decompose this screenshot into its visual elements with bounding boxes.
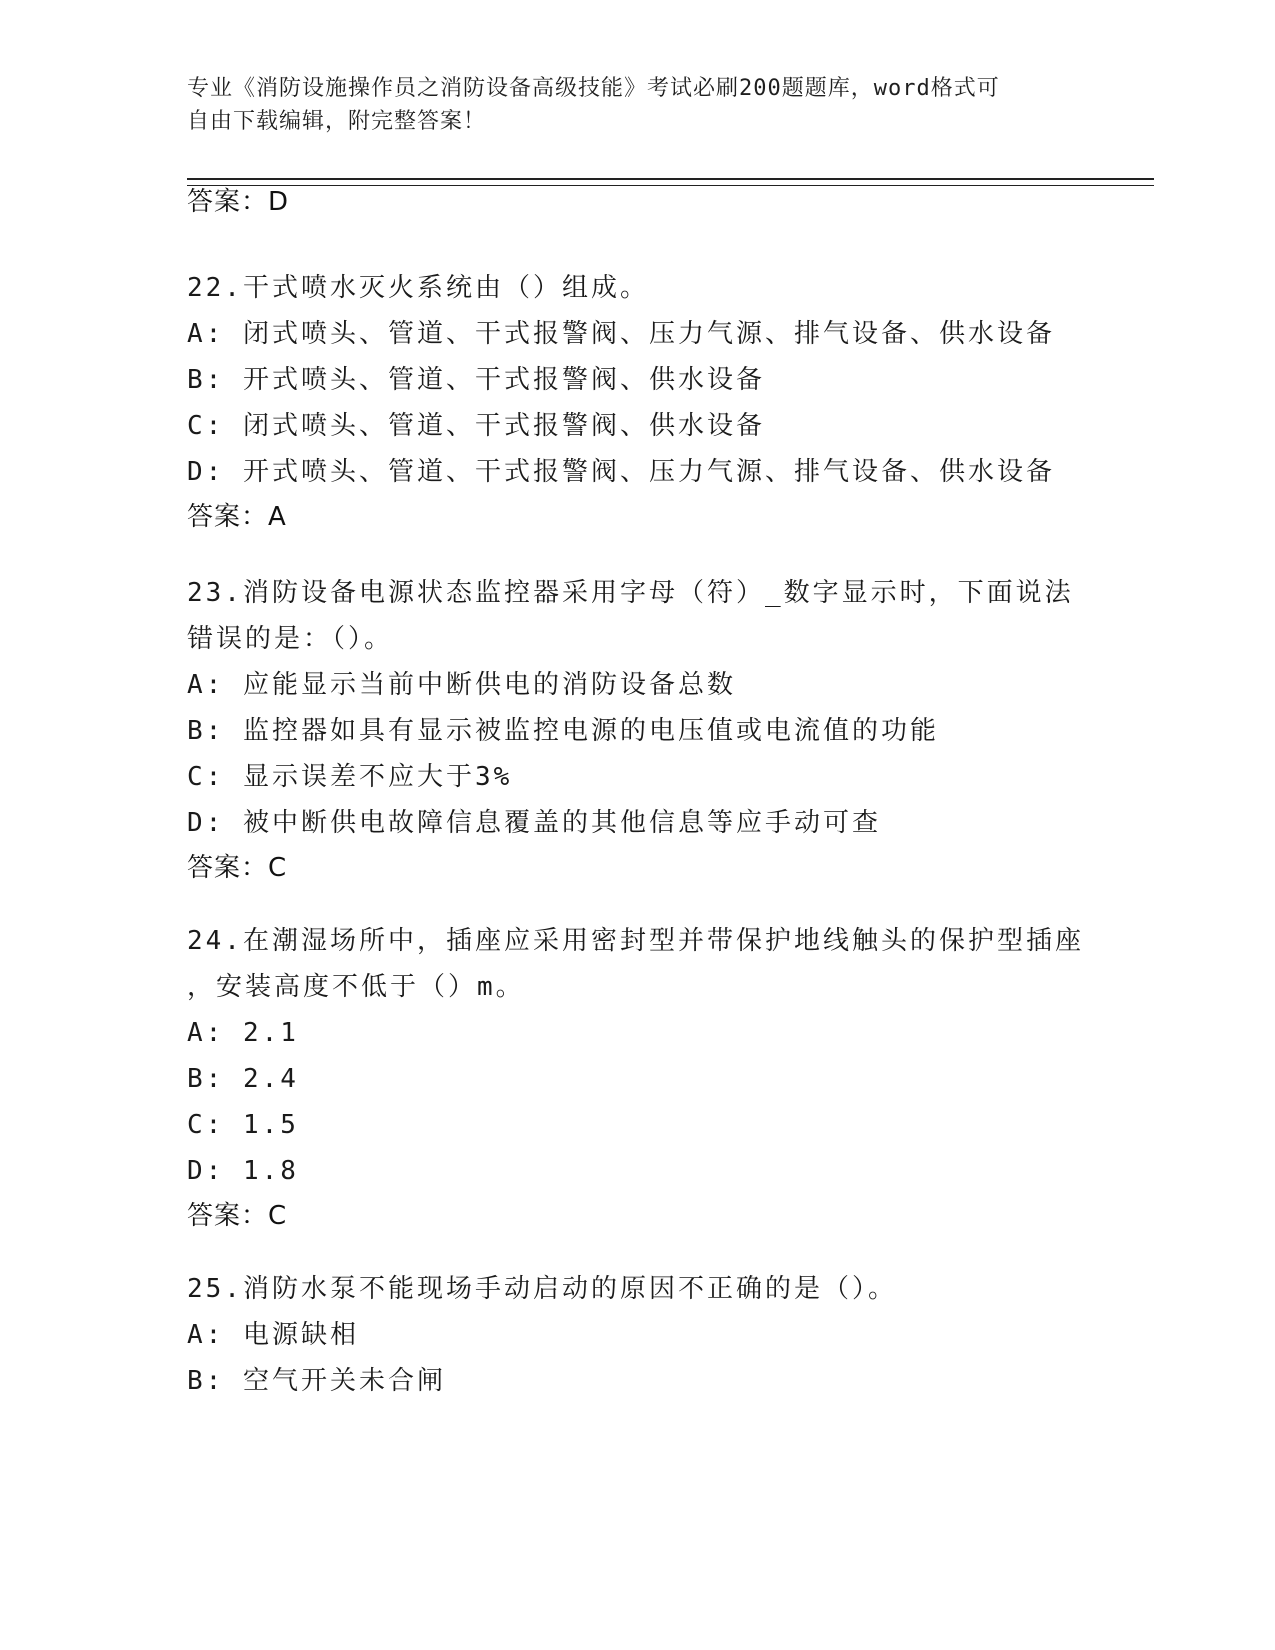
header-line-2: 自由下载编辑，附完整答案！ [187,109,487,134]
option-b: B: 空气开关未合闸 [187,1366,446,1396]
option-a: A: 电源缺相 [187,1320,359,1350]
question-stem-line-1: 23.消防设备电源状态监控器采用字母（符）_数字显示时，下面说法 [187,578,1074,608]
page-header [187,72,1067,138]
option-b: B: 监控器如具有显示被监控电源的电压值或电流值的功能 [187,716,939,746]
header-line-1: 专业《消防设施操作员之消防设备高级技能》考试必刷200题题库，word格式可 [187,76,1000,101]
option-c: C: 闭式喷头、管道、干式报警阀、供水设备 [187,411,765,441]
question-stem: 22.干式喷水灭火系统由（）组成。 [187,273,649,303]
question-24 [187,918,1087,1236]
previous-answer: 答案：D [187,187,290,217]
answer: 答案：C [187,1201,288,1231]
question-stem-line-1: 24.在潮湿场所中，插座应采用密封型并带保护地线触头的保护型插座 [187,926,1084,956]
option-d: D: 被中断供电故障信息覆盖的其他信息等应手动可查 [187,808,881,838]
option-d: D: 开式喷头、管道、干式报警阀、压力气源、排气设备、供水设备 [187,457,1055,487]
option-d: D: 1.8 [187,1156,299,1186]
answer: 答案：C [187,853,288,883]
option-a: A: 闭式喷头、管道、干式报警阀、压力气源、排气设备、供水设备 [187,319,1055,349]
question-stem-line-2: 错误的是：（）。 [187,624,394,654]
option-c: C: 显示误差不应大于3% [187,762,513,792]
question-23 [187,570,1087,888]
option-a: A: 2.1 [187,1018,299,1048]
question-stem: 25.消防水泵不能现场手动启动的原因不正确的是（）。 [187,1274,897,1304]
option-b: B: 2.4 [187,1064,299,1094]
option-b: B: 开式喷头、管道、干式报警阀、供水设备 [187,365,765,395]
question-stem-line-2: ，安装高度不低于（）m。 [187,972,525,1002]
option-c: C: 1.5 [187,1110,299,1140]
question-22 [187,265,1087,537]
answer: 答案：A [187,502,287,532]
question-25 [187,1266,1087,1404]
option-a: A: 应能显示当前中断供电的消防设备总数 [187,670,736,700]
